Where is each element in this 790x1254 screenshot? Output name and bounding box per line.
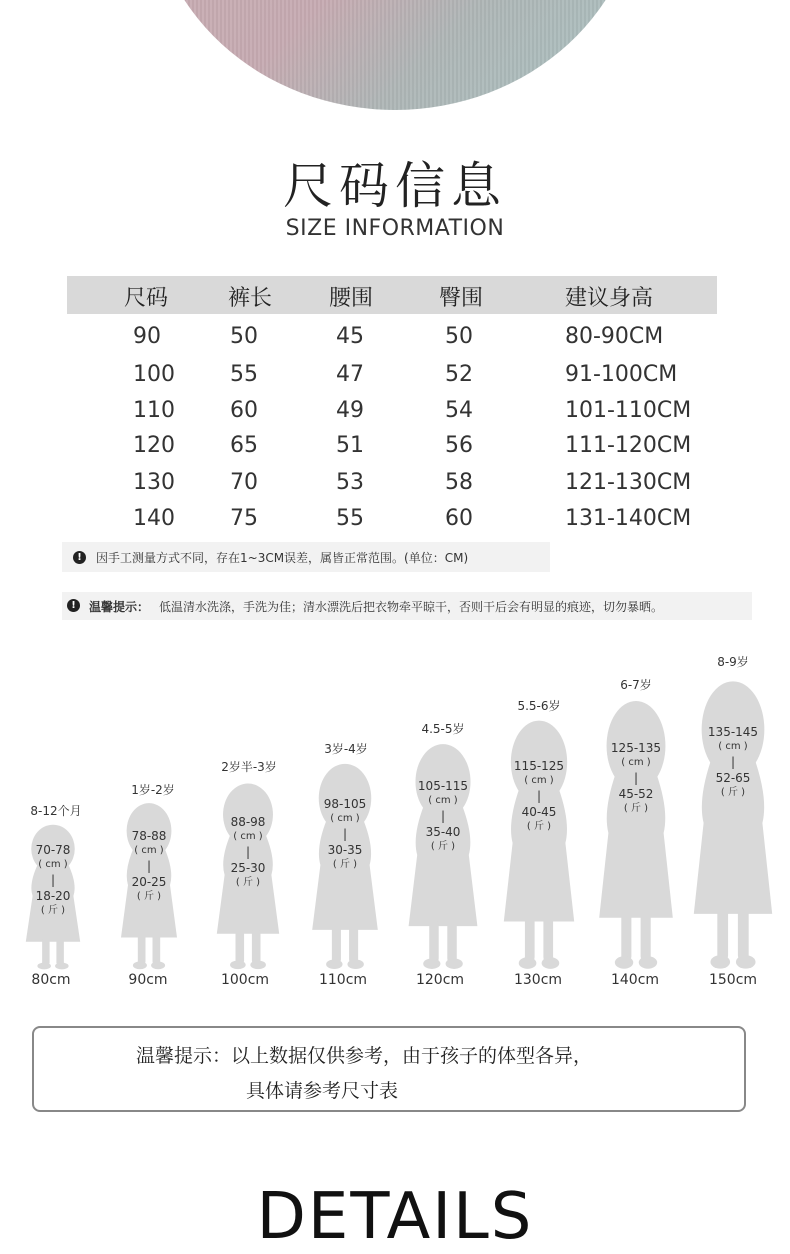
table-cell: 65: [230, 433, 258, 458]
age-label: 4.5-5岁: [421, 722, 465, 736]
child-silhouette: [114, 800, 184, 970]
page-subtitle: SIZE INFORMATION: [285, 216, 505, 241]
height-range: 105-115: [417, 779, 469, 793]
table-cell: 100: [133, 362, 175, 387]
height-label: 110cm: [318, 972, 368, 988]
separator: |: [245, 845, 251, 859]
fabric-swatch-image: [150, 0, 640, 110]
care-tip-text: 低温清水洗涤，手洗为佳；清水漂洗后把衣物牵平晾干，否则干后会有明显的痕迹，切勿暴晒。: [159, 600, 664, 614]
weight-range: 52-65: [715, 771, 751, 785]
table-cell: 56: [445, 433, 473, 458]
table-row: [0, 433, 790, 469]
height-label: 100cm: [220, 972, 270, 988]
table-cell: 54: [445, 398, 473, 423]
height-label: 140cm: [610, 972, 660, 988]
child-silhouette: [684, 676, 782, 970]
separator: |: [342, 827, 348, 841]
weight-range: 40-45: [521, 805, 557, 819]
child-silhouette: [590, 696, 682, 970]
table-cell: 110: [133, 398, 175, 423]
separator: |: [536, 789, 542, 803]
table-cell: 80-90CM: [565, 324, 664, 349]
weight-range: 25-30: [230, 861, 266, 875]
table-cell: 55: [230, 362, 258, 387]
height-label: 150cm: [708, 972, 758, 988]
table-cell: 91-100CM: [565, 362, 678, 387]
weight-unit: ( 斤 ): [40, 905, 66, 916]
height-label: 120cm: [415, 972, 465, 988]
height-range: 115-125: [513, 759, 565, 773]
child-silhouette: [400, 740, 486, 970]
weight-unit: ( 斤 ): [720, 787, 746, 798]
table-cell: 51: [336, 433, 364, 458]
table-cell: 120: [133, 433, 175, 458]
reminder-line-1: 温馨提示：以上数据仅供参考，由于孩子的体型各异，: [136, 1045, 593, 1067]
table-row: [0, 398, 790, 434]
height-range: 98-105: [323, 797, 367, 811]
height-unit: ( cm ): [524, 775, 554, 786]
table-cell: 121-130CM: [565, 470, 692, 495]
table-row: [0, 506, 790, 542]
age-label: 8-12个月: [30, 804, 82, 818]
height-range: 70-78: [35, 843, 71, 857]
weight-range: 20-25: [131, 875, 167, 889]
table-cell: 52: [445, 362, 473, 387]
table-cell: 53: [336, 470, 364, 495]
height-label: 90cm: [128, 972, 168, 988]
height-label: 130cm: [513, 972, 563, 988]
height-unit: ( cm ): [718, 741, 748, 752]
care-tip-label: 温馨提示：: [89, 600, 150, 614]
age-label: 6-7岁: [620, 678, 652, 692]
column-header-hip: 臀围: [439, 286, 484, 311]
weight-unit: ( 斤 ): [235, 877, 261, 888]
weight-range: 18-20: [35, 889, 71, 903]
height-unit: ( cm ): [233, 831, 263, 842]
height-label: 80cm: [31, 972, 71, 988]
child-silhouette: [304, 760, 386, 970]
table-cell: 70: [230, 470, 258, 495]
reminder-line-2: 具体请参考尺寸表: [246, 1080, 399, 1102]
weight-range: 45-52: [618, 787, 654, 801]
age-label: 5.5-6岁: [517, 699, 561, 713]
column-header-size: 尺码: [124, 286, 169, 311]
table-cell: 75: [230, 506, 258, 531]
height-unit: ( cm ): [38, 859, 68, 870]
table-cell: 111-120CM: [565, 433, 692, 458]
child-silhouette: [19, 822, 87, 970]
height-unit: ( cm ): [428, 795, 458, 806]
weight-unit: ( 斤 ): [430, 841, 456, 852]
table-cell: 58: [445, 470, 473, 495]
height-range: 88-98: [230, 815, 266, 829]
weight-unit: ( 斤 ): [332, 859, 358, 870]
table-row: [0, 470, 790, 506]
table-cell: 90: [133, 324, 161, 349]
height-range: 135-145: [707, 725, 759, 739]
table-cell: 101-110CM: [565, 398, 692, 423]
warning-icon: !: [67, 599, 80, 612]
height-unit: ( cm ): [330, 813, 360, 824]
age-label: 2岁半-3岁: [221, 760, 277, 774]
height-range: 125-135: [610, 741, 662, 755]
page-title: 尺码信息: [283, 157, 507, 215]
table-row: [0, 324, 790, 360]
height-range: 78-88: [131, 829, 167, 843]
measurement-note-bar: [62, 542, 550, 572]
separator: |: [146, 859, 152, 873]
separator: |: [50, 873, 56, 887]
table-row: [0, 362, 790, 398]
height-unit: ( cm ): [134, 845, 164, 856]
table-cell: 130: [133, 470, 175, 495]
table-cell: 60: [230, 398, 258, 423]
column-header-length: 裤长: [228, 286, 273, 311]
table-cell: 55: [336, 506, 364, 531]
weight-range: 35-40: [425, 825, 461, 839]
table-cell: 49: [336, 398, 364, 423]
separator: |: [730, 755, 736, 769]
age-label: 3岁-4岁: [324, 742, 368, 756]
column-header-waist: 腰围: [329, 286, 374, 311]
weight-unit: ( 斤 ): [526, 821, 552, 832]
table-cell: 131-140CM: [565, 506, 692, 531]
child-silhouette: [495, 716, 583, 970]
age-label: 1岁-2岁: [131, 783, 175, 797]
separator: |: [633, 771, 639, 785]
weight-unit: ( 斤 ): [623, 803, 649, 814]
table-cell: 50: [445, 324, 473, 349]
table-cell: 50: [230, 324, 258, 349]
table-cell: 45: [336, 324, 364, 349]
table-cell: 60: [445, 506, 473, 531]
child-silhouette: [209, 780, 287, 970]
table-cell: 140: [133, 506, 175, 531]
weight-unit: ( 斤 ): [136, 891, 162, 902]
height-unit: ( cm ): [621, 757, 651, 768]
warning-icon: !: [73, 551, 86, 564]
measurement-note: 因手工测量方式不同，存在1~3CM误差，属皆正常范围。(单位：CM): [96, 551, 469, 565]
reminder-box: [32, 1026, 746, 1112]
size-table-header: [67, 276, 717, 314]
table-cell: 47: [336, 362, 364, 387]
separator: |: [440, 809, 446, 823]
care-tip-bar: [62, 592, 752, 620]
details-heading: DETAILS: [256, 1180, 534, 1254]
age-label: 8-9岁: [717, 655, 749, 669]
column-header-height: 建议身高: [565, 286, 654, 311]
weight-range: 30-35: [327, 843, 363, 857]
